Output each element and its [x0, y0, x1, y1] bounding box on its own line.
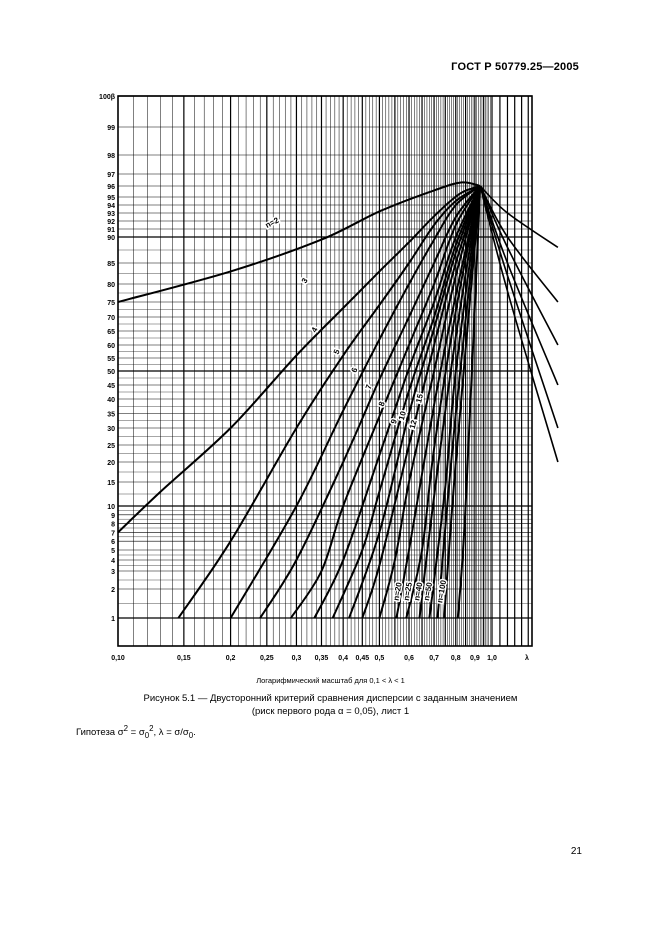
y-tick-label: 85 — [107, 261, 115, 268]
figure-caption — [0, 692, 661, 718]
x-tick-label: 0,25 — [260, 655, 274, 662]
y-tick-label: 94 — [107, 203, 115, 210]
x-tick-label: 0,3 — [291, 655, 302, 662]
y-tick-label: 35 — [107, 411, 115, 419]
x-tick-label: 1,0 — [487, 655, 497, 662]
y-tick-label: 5 — [111, 548, 115, 555]
curve-label: n=2 — [263, 215, 281, 230]
standard-header: ГОСТ Р 50779.25—2005 — [451, 61, 579, 73]
y-tick-label: 95 — [107, 195, 115, 202]
hypothesis-formula — [76, 724, 196, 740]
curve-label: 15 — [414, 392, 426, 404]
y-tick-label: 93 — [107, 211, 115, 218]
y-tick-label: 92 — [107, 219, 115, 226]
y-tick-label: 6 — [111, 539, 115, 547]
x-tick-label: 0,45 — [355, 655, 370, 662]
y-tick-label: 20 — [107, 460, 115, 467]
y-tick-label: 98 — [107, 153, 115, 160]
caption-line-2: (риск первого рода α = 0,05), лист 1 — [251, 706, 410, 717]
x-tick-label: 0,9 — [470, 655, 480, 662]
curve-label: 4 — [309, 325, 320, 334]
y-tick-label: 10 — [107, 504, 115, 511]
y-tick-label: 60 — [107, 343, 115, 350]
x-tick-label: 0,35 — [314, 655, 329, 662]
y-tick-label: 99 — [107, 125, 115, 132]
y-tick-label: 25 — [107, 443, 115, 450]
x-tick-label: 0,5 — [374, 655, 385, 662]
y-tick-label: 30 — [107, 426, 115, 433]
y-tick-label: 90 — [107, 235, 115, 242]
curve-label: n=100 — [435, 579, 449, 604]
x-tick-label: 0,2 — [225, 655, 236, 662]
y-tick-label: 8 — [111, 521, 115, 529]
hyp-sub1: 0 — [188, 731, 194, 741]
x-tick-label: 0,15 — [177, 655, 191, 662]
y-tick-label: 75 — [107, 300, 115, 307]
y-tick-label: 9 — [111, 512, 115, 520]
y-tick-label: 50 — [107, 369, 115, 376]
y-tick-label: 70 — [107, 315, 115, 322]
y-tick-label: 80 — [107, 282, 115, 289]
y-tick-label: 45 — [107, 383, 115, 390]
curve-label: n=20 — [391, 581, 404, 602]
x-tick-label: 0,8 — [450, 655, 461, 662]
page-number: 21 — [570, 846, 582, 857]
curve-label: n=50 — [422, 581, 435, 602]
y-tick-label: 4 — [111, 558, 115, 565]
hyp-lead: Гипотеза σ — [76, 727, 124, 739]
y-tick-label: 15 — [107, 480, 115, 487]
hyp-rest: , λ = σ/σ — [153, 727, 189, 739]
y-tick-label: 3 — [111, 569, 115, 576]
curve-label: 7 — [363, 383, 374, 391]
curve-label: 10 — [396, 410, 409, 422]
curve-label: 6 — [349, 366, 360, 374]
hyp-eq: = σ — [128, 727, 145, 739]
hyp-sub0: 0 — [144, 731, 150, 741]
curve-label: n=25 — [401, 581, 414, 602]
curve-label: 9 — [389, 418, 399, 425]
y-tick-label: 55 — [107, 356, 115, 363]
x-tick-label: 0,10 — [111, 655, 125, 662]
curve-label: 3 — [299, 276, 310, 285]
axis-note: Логарифмический масштаб для 0,1 < λ < 1 — [256, 676, 405, 685]
hyp-sq2: 2 — [149, 724, 154, 733]
curve-label: 8 — [376, 400, 387, 408]
x-tick-label: 0,4 — [338, 655, 349, 662]
y-tick-label: 2 — [111, 587, 115, 594]
curve-label: 12 — [407, 418, 419, 430]
y-tick-label: 40 — [107, 397, 115, 404]
curve-label: n=40 — [412, 581, 425, 602]
y-tick-label: 7 — [111, 530, 115, 538]
y-tick-label: 1 — [111, 616, 115, 623]
y-tick-label: 96 — [107, 184, 115, 191]
y-tick-label: 65 — [107, 329, 115, 336]
x-tick-label: 0,7 — [429, 655, 439, 662]
curve-label: 5 — [331, 347, 342, 356]
hyp-dot: . — [193, 727, 196, 739]
y-tick-label: 97 — [107, 172, 115, 179]
hyp-sq: 2 — [123, 724, 129, 733]
y-tick-label: 91 — [107, 227, 115, 234]
caption-line-1: Рисунок 5.1 — Двусторонний критерий сравнения дисперсии с заданным значением — [143, 693, 518, 704]
x-tick-label: 0,6 — [404, 655, 414, 662]
x-end-label: λ — [525, 655, 529, 662]
y-tick-label: 100β — [99, 94, 115, 101]
